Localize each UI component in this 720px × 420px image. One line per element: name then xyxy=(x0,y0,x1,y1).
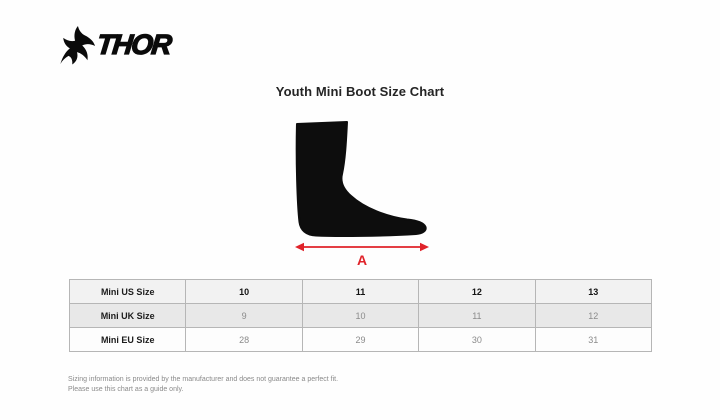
row-header-uk: Mini UK Size xyxy=(70,304,186,328)
brand-logo xyxy=(58,23,173,67)
table-row-us-size xyxy=(70,280,652,304)
us-size-cell: 12 xyxy=(419,280,535,304)
eu-size-cell: 29 xyxy=(302,328,418,352)
dimension-label-a: A xyxy=(356,252,368,268)
size-conversion-table xyxy=(69,279,652,352)
uk-size-cell: 9 xyxy=(186,304,302,328)
thor-helmet-icon xyxy=(58,24,96,66)
us-size-cell: 11 xyxy=(302,280,418,304)
row-header-us: Mini US Size xyxy=(70,280,186,304)
uk-size-cell: 10 xyxy=(302,304,418,328)
brand-wordmark: THOR xyxy=(95,29,173,60)
eu-size-cell: 31 xyxy=(535,328,651,352)
uk-size-cell: 11 xyxy=(419,304,535,328)
eu-size-cell: 28 xyxy=(186,328,302,352)
eu-size-cell: 30 xyxy=(419,328,535,352)
uk-size-cell: 12 xyxy=(535,304,651,328)
row-header-eu: Mini EU Size xyxy=(70,328,186,352)
us-size-cell: 10 xyxy=(186,280,302,304)
disclaimer-line-2: Please use this chart as a guide only. xyxy=(68,385,184,393)
boot-silhouette xyxy=(294,120,430,238)
boot-measurement-figure xyxy=(294,120,430,267)
page-title: Youth Mini Boot Size Chart xyxy=(275,84,445,99)
disclaimer-note xyxy=(68,375,338,395)
disclaimer-line-1: Sizing information is provided by the manufacturer and does not guarantee a perfect fit. xyxy=(68,376,339,383)
us-size-cell: 13 xyxy=(535,280,651,304)
table-row-uk-size xyxy=(70,304,652,328)
table-row-eu-size xyxy=(70,328,652,352)
